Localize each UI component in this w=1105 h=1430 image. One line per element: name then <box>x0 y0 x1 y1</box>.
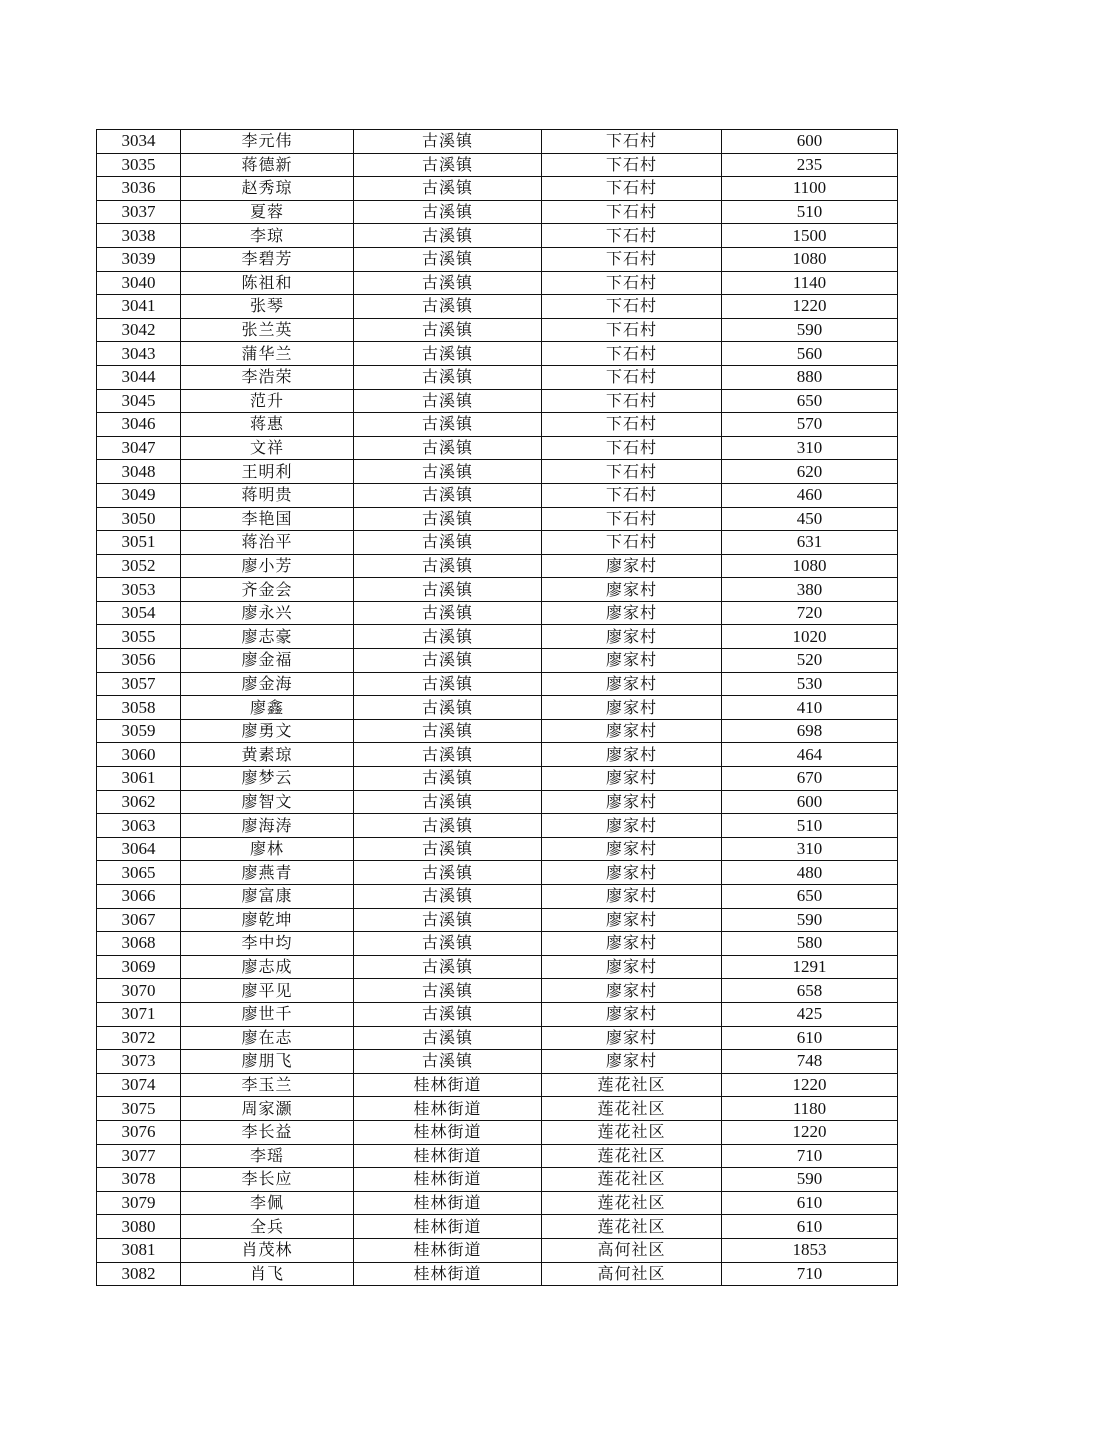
person-name-cell: 文祥 <box>181 436 354 460</box>
village-cell: 廖家村 <box>542 578 722 602</box>
village-cell: 下石村 <box>542 153 722 177</box>
amount-cell: 1291 <box>722 955 898 979</box>
table-row <box>97 672 898 696</box>
town-cell: 古溪镇 <box>354 271 542 295</box>
table-row <box>97 1073 898 1097</box>
person-name-cell: 廖海涛 <box>181 814 354 838</box>
town-cell: 古溪镇 <box>354 955 542 979</box>
village-cell: 高何社区 <box>542 1238 722 1262</box>
table-row <box>97 649 898 673</box>
village-cell: 廖家村 <box>542 554 722 578</box>
person-name-cell: 全兵 <box>181 1215 354 1239</box>
table-row <box>97 295 898 319</box>
amount-cell: 698 <box>722 719 898 743</box>
person-name-cell: 李中均 <box>181 932 354 956</box>
person-name-cell: 张兰英 <box>181 318 354 342</box>
serial-number-cell: 3061 <box>97 767 181 791</box>
town-cell: 古溪镇 <box>354 908 542 932</box>
amount-cell: 1080 <box>722 554 898 578</box>
serial-number-cell: 3065 <box>97 861 181 885</box>
village-cell: 廖家村 <box>542 814 722 838</box>
town-cell: 古溪镇 <box>354 224 542 248</box>
serial-number-cell: 3040 <box>97 271 181 295</box>
serial-number-cell: 3034 <box>97 130 181 154</box>
serial-number-cell: 3056 <box>97 649 181 673</box>
person-name-cell: 蒋明贵 <box>181 483 354 507</box>
village-cell: 廖家村 <box>542 908 722 932</box>
serial-number-cell: 3051 <box>97 531 181 555</box>
village-cell: 下石村 <box>542 224 722 248</box>
town-cell: 桂林街道 <box>354 1215 542 1239</box>
town-cell: 桂林街道 <box>354 1191 542 1215</box>
serial-number-cell: 3064 <box>97 837 181 861</box>
amount-cell: 880 <box>722 365 898 389</box>
village-cell: 廖家村 <box>542 861 722 885</box>
town-cell: 古溪镇 <box>354 177 542 201</box>
serial-number-cell: 3042 <box>97 318 181 342</box>
village-cell: 廖家村 <box>542 955 722 979</box>
village-cell: 廖家村 <box>542 979 722 1003</box>
person-name-cell: 廖金海 <box>181 672 354 696</box>
village-cell: 廖家村 <box>542 601 722 625</box>
serial-number-cell: 3055 <box>97 625 181 649</box>
amount-cell: 450 <box>722 507 898 531</box>
village-cell: 莲花社区 <box>542 1144 722 1168</box>
amount-cell: 1020 <box>722 625 898 649</box>
serial-number-cell: 3068 <box>97 932 181 956</box>
person-name-cell: 李艳国 <box>181 507 354 531</box>
amount-cell: 1100 <box>722 177 898 201</box>
table-row <box>97 247 898 271</box>
table-row <box>97 1168 898 1192</box>
serial-number-cell: 3071 <box>97 1002 181 1026</box>
person-name-cell: 蒋德新 <box>181 153 354 177</box>
person-name-cell: 廖林 <box>181 837 354 861</box>
town-cell: 古溪镇 <box>354 436 542 460</box>
roster-table <box>96 129 898 1286</box>
person-name-cell: 廖世千 <box>181 1002 354 1026</box>
amount-cell: 1080 <box>722 247 898 271</box>
town-cell: 桂林街道 <box>354 1262 542 1286</box>
town-cell: 古溪镇 <box>354 413 542 437</box>
serial-number-cell: 3053 <box>97 578 181 602</box>
town-cell: 古溪镇 <box>354 483 542 507</box>
amount-cell: 748 <box>722 1050 898 1074</box>
amount-cell: 650 <box>722 885 898 909</box>
village-cell: 下石村 <box>542 483 722 507</box>
amount-cell: 1140 <box>722 271 898 295</box>
town-cell: 古溪镇 <box>354 578 542 602</box>
village-cell: 下石村 <box>542 436 722 460</box>
amount-cell: 620 <box>722 460 898 484</box>
village-cell: 廖家村 <box>542 1026 722 1050</box>
serial-number-cell: 3044 <box>97 365 181 389</box>
serial-number-cell: 3075 <box>97 1097 181 1121</box>
table-row <box>97 861 898 885</box>
amount-cell: 310 <box>722 436 898 460</box>
person-name-cell: 廖梦云 <box>181 767 354 791</box>
serial-number-cell: 3059 <box>97 719 181 743</box>
table-row <box>97 837 898 861</box>
serial-number-cell: 3041 <box>97 295 181 319</box>
table-row <box>97 1002 898 1026</box>
village-cell: 下石村 <box>542 295 722 319</box>
village-cell: 下石村 <box>542 389 722 413</box>
table-row <box>97 460 898 484</box>
amount-cell: 570 <box>722 413 898 437</box>
table-row <box>97 365 898 389</box>
table-row <box>97 507 898 531</box>
person-name-cell: 黄素琼 <box>181 743 354 767</box>
serial-number-cell: 3047 <box>97 436 181 460</box>
amount-cell: 720 <box>722 601 898 625</box>
amount-cell: 235 <box>722 153 898 177</box>
person-name-cell: 廖志豪 <box>181 625 354 649</box>
town-cell: 古溪镇 <box>354 767 542 791</box>
village-cell: 廖家村 <box>542 649 722 673</box>
serial-number-cell: 3038 <box>97 224 181 248</box>
village-cell: 下石村 <box>542 365 722 389</box>
serial-number-cell: 3066 <box>97 885 181 909</box>
village-cell: 下石村 <box>542 130 722 154</box>
town-cell: 古溪镇 <box>354 200 542 224</box>
table-row <box>97 224 898 248</box>
serial-number-cell: 3076 <box>97 1120 181 1144</box>
person-name-cell: 齐金会 <box>181 578 354 602</box>
village-cell: 下石村 <box>542 271 722 295</box>
town-cell: 古溪镇 <box>354 814 542 838</box>
amount-cell: 480 <box>722 861 898 885</box>
serial-number-cell: 3039 <box>97 247 181 271</box>
serial-number-cell: 3067 <box>97 908 181 932</box>
town-cell: 古溪镇 <box>354 1026 542 1050</box>
table-row <box>97 790 898 814</box>
table-row <box>97 767 898 791</box>
serial-number-cell: 3054 <box>97 601 181 625</box>
town-cell: 古溪镇 <box>354 861 542 885</box>
table-row <box>97 743 898 767</box>
serial-number-cell: 3048 <box>97 460 181 484</box>
village-cell: 廖家村 <box>542 743 722 767</box>
person-name-cell: 李浩荣 <box>181 365 354 389</box>
serial-number-cell: 3062 <box>97 790 181 814</box>
amount-cell: 670 <box>722 767 898 791</box>
person-name-cell: 陈祖和 <box>181 271 354 295</box>
serial-number-cell: 3074 <box>97 1073 181 1097</box>
town-cell: 桂林街道 <box>354 1120 542 1144</box>
table-row <box>97 483 898 507</box>
amount-cell: 560 <box>722 342 898 366</box>
town-cell: 古溪镇 <box>354 1050 542 1074</box>
town-cell: 古溪镇 <box>354 389 542 413</box>
village-cell: 莲花社区 <box>542 1097 722 1121</box>
village-cell: 下石村 <box>542 318 722 342</box>
person-name-cell: 蒲华兰 <box>181 342 354 366</box>
table-row <box>97 885 898 909</box>
town-cell: 古溪镇 <box>354 554 542 578</box>
amount-cell: 1220 <box>722 1073 898 1097</box>
serial-number-cell: 3052 <box>97 554 181 578</box>
person-name-cell: 肖飞 <box>181 1262 354 1286</box>
village-cell: 下石村 <box>542 342 722 366</box>
person-name-cell: 李佩 <box>181 1191 354 1215</box>
roster-table-body <box>97 130 898 1286</box>
village-cell: 下石村 <box>542 247 722 271</box>
village-cell: 莲花社区 <box>542 1191 722 1215</box>
amount-cell: 510 <box>722 814 898 838</box>
village-cell: 下石村 <box>542 413 722 437</box>
serial-number-cell: 3045 <box>97 389 181 413</box>
table-row <box>97 1120 898 1144</box>
amount-cell: 1853 <box>722 1238 898 1262</box>
town-cell: 古溪镇 <box>354 837 542 861</box>
amount-cell: 600 <box>722 790 898 814</box>
person-name-cell: 肖茂林 <box>181 1238 354 1262</box>
amount-cell: 610 <box>722 1026 898 1050</box>
serial-number-cell: 3069 <box>97 955 181 979</box>
serial-number-cell: 3049 <box>97 483 181 507</box>
village-cell: 莲花社区 <box>542 1215 722 1239</box>
table-row <box>97 271 898 295</box>
table-row <box>97 719 898 743</box>
person-name-cell: 廖平见 <box>181 979 354 1003</box>
serial-number-cell: 3079 <box>97 1191 181 1215</box>
amount-cell: 530 <box>722 672 898 696</box>
amount-cell: 590 <box>722 1168 898 1192</box>
amount-cell: 631 <box>722 531 898 555</box>
table-row <box>97 413 898 437</box>
person-name-cell: 李碧芳 <box>181 247 354 271</box>
town-cell: 古溪镇 <box>354 318 542 342</box>
village-cell: 廖家村 <box>542 837 722 861</box>
town-cell: 古溪镇 <box>354 130 542 154</box>
serial-number-cell: 3070 <box>97 979 181 1003</box>
village-cell: 下石村 <box>542 177 722 201</box>
town-cell: 古溪镇 <box>354 979 542 1003</box>
town-cell: 古溪镇 <box>354 625 542 649</box>
amount-cell: 410 <box>722 696 898 720</box>
table-row <box>97 1097 898 1121</box>
amount-cell: 580 <box>722 932 898 956</box>
town-cell: 古溪镇 <box>354 649 542 673</box>
town-cell: 古溪镇 <box>354 365 542 389</box>
village-cell: 廖家村 <box>542 932 722 956</box>
serial-number-cell: 3063 <box>97 814 181 838</box>
town-cell: 古溪镇 <box>354 790 542 814</box>
person-name-cell: 廖永兴 <box>181 601 354 625</box>
town-cell: 古溪镇 <box>354 295 542 319</box>
amount-cell: 610 <box>722 1215 898 1239</box>
village-cell: 莲花社区 <box>542 1120 722 1144</box>
town-cell: 古溪镇 <box>354 743 542 767</box>
serial-number-cell: 3081 <box>97 1238 181 1262</box>
town-cell: 古溪镇 <box>354 601 542 625</box>
serial-number-cell: 3077 <box>97 1144 181 1168</box>
table-row <box>97 625 898 649</box>
person-name-cell: 廖在志 <box>181 1026 354 1050</box>
table-row <box>97 1238 898 1262</box>
village-cell: 下石村 <box>542 200 722 224</box>
town-cell: 古溪镇 <box>354 696 542 720</box>
town-cell: 桂林街道 <box>354 1168 542 1192</box>
person-name-cell: 廖勇文 <box>181 719 354 743</box>
village-cell: 廖家村 <box>542 625 722 649</box>
serial-number-cell: 3058 <box>97 696 181 720</box>
town-cell: 桂林街道 <box>354 1238 542 1262</box>
amount-cell: 658 <box>722 979 898 1003</box>
village-cell: 高何社区 <box>542 1262 722 1286</box>
person-name-cell: 李长应 <box>181 1168 354 1192</box>
person-name-cell: 廖燕青 <box>181 861 354 885</box>
serial-number-cell: 3057 <box>97 672 181 696</box>
village-cell: 廖家村 <box>542 1050 722 1074</box>
amount-cell: 520 <box>722 649 898 673</box>
person-name-cell: 廖鑫 <box>181 696 354 720</box>
town-cell: 古溪镇 <box>354 153 542 177</box>
table-row <box>97 908 898 932</box>
serial-number-cell: 3078 <box>97 1168 181 1192</box>
amount-cell: 650 <box>722 389 898 413</box>
table-row <box>97 554 898 578</box>
table-row <box>97 1026 898 1050</box>
table-row <box>97 1262 898 1286</box>
amount-cell: 464 <box>722 743 898 767</box>
village-cell: 廖家村 <box>542 885 722 909</box>
village-cell: 下石村 <box>542 507 722 531</box>
town-cell: 古溪镇 <box>354 932 542 956</box>
amount-cell: 610 <box>722 1191 898 1215</box>
table-row <box>97 1215 898 1239</box>
person-name-cell: 廖乾坤 <box>181 908 354 932</box>
table-row <box>97 979 898 1003</box>
amount-cell: 510 <box>722 200 898 224</box>
town-cell: 桂林街道 <box>354 1097 542 1121</box>
village-cell: 莲花社区 <box>542 1168 722 1192</box>
table-row <box>97 342 898 366</box>
amount-cell: 1220 <box>722 1120 898 1144</box>
town-cell: 古溪镇 <box>354 507 542 531</box>
table-row <box>97 578 898 602</box>
village-cell: 莲花社区 <box>542 1073 722 1097</box>
amount-cell: 1180 <box>722 1097 898 1121</box>
table-row <box>97 200 898 224</box>
table-row <box>97 1191 898 1215</box>
amount-cell: 1220 <box>722 295 898 319</box>
person-name-cell: 廖富康 <box>181 885 354 909</box>
person-name-cell: 廖金福 <box>181 649 354 673</box>
town-cell: 古溪镇 <box>354 719 542 743</box>
person-name-cell: 蒋惠 <box>181 413 354 437</box>
person-name-cell: 廖朋飞 <box>181 1050 354 1074</box>
person-name-cell: 李琼 <box>181 224 354 248</box>
town-cell: 古溪镇 <box>354 1002 542 1026</box>
serial-number-cell: 3050 <box>97 507 181 531</box>
person-name-cell: 周家灏 <box>181 1097 354 1121</box>
serial-number-cell: 3037 <box>97 200 181 224</box>
town-cell: 古溪镇 <box>354 672 542 696</box>
person-name-cell: 范升 <box>181 389 354 413</box>
table-row <box>97 1144 898 1168</box>
village-cell: 廖家村 <box>542 719 722 743</box>
table-row <box>97 696 898 720</box>
person-name-cell: 夏蓉 <box>181 200 354 224</box>
village-cell: 廖家村 <box>542 1002 722 1026</box>
serial-number-cell: 3035 <box>97 153 181 177</box>
table-row <box>97 130 898 154</box>
serial-number-cell: 3060 <box>97 743 181 767</box>
table-row <box>97 1050 898 1074</box>
person-name-cell: 李长益 <box>181 1120 354 1144</box>
table-row <box>97 601 898 625</box>
town-cell: 古溪镇 <box>354 531 542 555</box>
person-name-cell: 李瑶 <box>181 1144 354 1168</box>
village-cell: 廖家村 <box>542 672 722 696</box>
village-cell: 廖家村 <box>542 696 722 720</box>
serial-number-cell: 3036 <box>97 177 181 201</box>
town-cell: 古溪镇 <box>354 460 542 484</box>
amount-cell: 600 <box>722 130 898 154</box>
village-cell: 廖家村 <box>542 767 722 791</box>
serial-number-cell: 3043 <box>97 342 181 366</box>
person-name-cell: 李元伟 <box>181 130 354 154</box>
person-name-cell: 廖志成 <box>181 955 354 979</box>
village-cell: 廖家村 <box>542 790 722 814</box>
town-cell: 桂林街道 <box>354 1073 542 1097</box>
amount-cell: 590 <box>722 318 898 342</box>
serial-number-cell: 3082 <box>97 1262 181 1286</box>
village-cell: 下石村 <box>542 531 722 555</box>
amount-cell: 710 <box>722 1262 898 1286</box>
town-cell: 桂林街道 <box>354 1144 542 1168</box>
person-name-cell: 廖小芳 <box>181 554 354 578</box>
person-name-cell: 蒋治平 <box>181 531 354 555</box>
person-name-cell: 张琴 <box>181 295 354 319</box>
amount-cell: 425 <box>722 1002 898 1026</box>
amount-cell: 460 <box>722 483 898 507</box>
serial-number-cell: 3072 <box>97 1026 181 1050</box>
amount-cell: 710 <box>722 1144 898 1168</box>
table-row <box>97 814 898 838</box>
table-row <box>97 177 898 201</box>
amount-cell: 590 <box>722 908 898 932</box>
table-row <box>97 531 898 555</box>
person-name-cell: 王明利 <box>181 460 354 484</box>
table-row <box>97 389 898 413</box>
person-name-cell: 赵秀琼 <box>181 177 354 201</box>
serial-number-cell: 3080 <box>97 1215 181 1239</box>
village-cell: 下石村 <box>542 460 722 484</box>
amount-cell: 1500 <box>722 224 898 248</box>
town-cell: 古溪镇 <box>354 247 542 271</box>
town-cell: 古溪镇 <box>354 885 542 909</box>
amount-cell: 310 <box>722 837 898 861</box>
town-cell: 古溪镇 <box>354 342 542 366</box>
person-name-cell: 廖智文 <box>181 790 354 814</box>
serial-number-cell: 3046 <box>97 413 181 437</box>
amount-cell: 380 <box>722 578 898 602</box>
table-row <box>97 153 898 177</box>
person-name-cell: 李玉兰 <box>181 1073 354 1097</box>
table-row <box>97 318 898 342</box>
table-row <box>97 932 898 956</box>
table-row <box>97 436 898 460</box>
table-row <box>97 955 898 979</box>
serial-number-cell: 3073 <box>97 1050 181 1074</box>
